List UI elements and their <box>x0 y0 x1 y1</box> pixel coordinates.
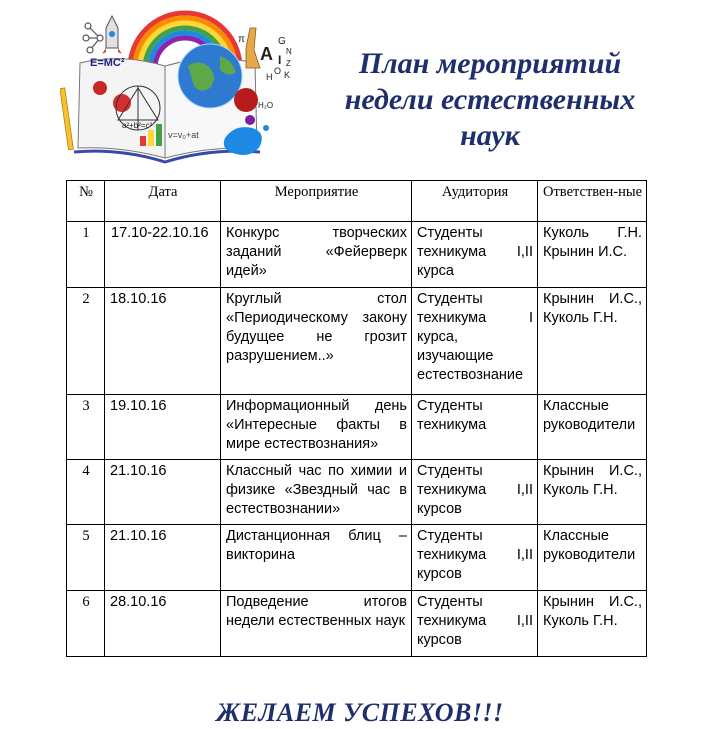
table-row <box>67 591 647 657</box>
letter-n: N <box>286 47 292 56</box>
letter-o: O <box>274 66 282 76</box>
header-audience: Аудитория <box>412 181 538 222</box>
rocket-icon <box>102 16 122 54</box>
row-date: 17.10-22.10.16 <box>105 222 221 288</box>
row-audience: Студенты техникума I,II курсов <box>412 591 538 657</box>
row-num: 5 <box>67 525 105 591</box>
table-row <box>67 222 647 288</box>
science-illustration <box>60 8 300 168</box>
footer-slogan: ЖЕЛАЕМ УСПЕХОВ!!! <box>216 698 504 727</box>
row-date: 28.10.16 <box>105 591 221 657</box>
formula-water: H₂O <box>258 101 274 110</box>
row-audience: Студенты техникума <box>412 395 538 460</box>
row-num: 1 <box>67 222 105 288</box>
row-responsible: Крынин И.С., Куколь Г.Н. <box>538 460 647 525</box>
letter-a: A <box>260 44 273 64</box>
events-table <box>66 180 647 657</box>
formula-emc2: E=MC² <box>90 57 125 69</box>
globe-icon <box>178 44 242 108</box>
letter-g: G <box>278 36 286 47</box>
table-header-row <box>67 181 647 222</box>
giraffe-icon <box>246 28 260 68</box>
row-num: 3 <box>67 395 105 460</box>
row-event: Классный час по химии и физике «Звездный час в естествознании» <box>221 460 412 525</box>
row-date: 19.10.16 <box>105 395 221 460</box>
formula-velocity: v=v₀+at <box>168 130 199 140</box>
row-responsible: Крынин И.С., Куколь Г.Н. <box>538 288 647 395</box>
title-line-3: наук <box>460 119 520 152</box>
letter-k: K <box>284 70 291 80</box>
pencil-icon <box>60 88 73 150</box>
molecule-icon <box>83 23 103 53</box>
letter-h: H <box>266 72 273 82</box>
title-line-1: План мероприятий <box>358 47 622 80</box>
row-audience: Студенты техникума I,II курсов <box>412 460 538 525</box>
formula-pythagoras: a²+b²=c² <box>122 121 153 130</box>
header-num: № <box>67 181 105 222</box>
row-num: 2 <box>67 288 105 395</box>
title-line-2: недели естественных <box>344 83 636 116</box>
table-row <box>67 460 647 525</box>
header-responsible: Ответствен-ные <box>538 181 647 222</box>
row-num: 4 <box>67 460 105 525</box>
row-audience: Студенты техникума I курса, изучающие естествознание <box>412 288 538 395</box>
letter-i: I <box>278 53 282 67</box>
row-audience: Студенты техникума I,II курса <box>412 222 538 288</box>
row-date: 21.10.16 <box>105 460 221 525</box>
table-row <box>67 525 647 591</box>
page-title <box>320 46 660 154</box>
row-date: 21.10.16 <box>105 525 221 591</box>
row-date: 18.10.16 <box>105 288 221 395</box>
row-responsible: Классные руководители <box>538 395 647 460</box>
row-event: Дистанционная блиц – викторина <box>221 525 412 591</box>
row-audience: Студенты техникума I,II курсов <box>412 525 538 591</box>
header-date: Дата <box>105 181 221 222</box>
row-responsible: Классные руководители <box>538 525 647 591</box>
row-event: Конкурс творческих заданий «Фейерверк идей» <box>221 222 412 288</box>
letter-pi: π <box>238 34 245 45</box>
row-event: Круглый стол «Периодическому закону будущее не грозит разрушением..» <box>221 288 412 395</box>
row-event: Информационный день «Интересные факты в мире естествознания» <box>221 395 412 460</box>
table-row <box>67 395 647 460</box>
row-responsible: Куколь Г.Н. Крынин И.С. <box>538 222 647 288</box>
letter-z: Z <box>286 59 291 68</box>
header-event: Мероприятие <box>221 181 412 222</box>
row-event: Подведение итогов недели естественных наук <box>221 591 412 657</box>
row-responsible: Крынин И.С., Куколь Г.Н. <box>538 591 647 657</box>
row-num: 6 <box>67 591 105 657</box>
table-row <box>67 288 647 395</box>
